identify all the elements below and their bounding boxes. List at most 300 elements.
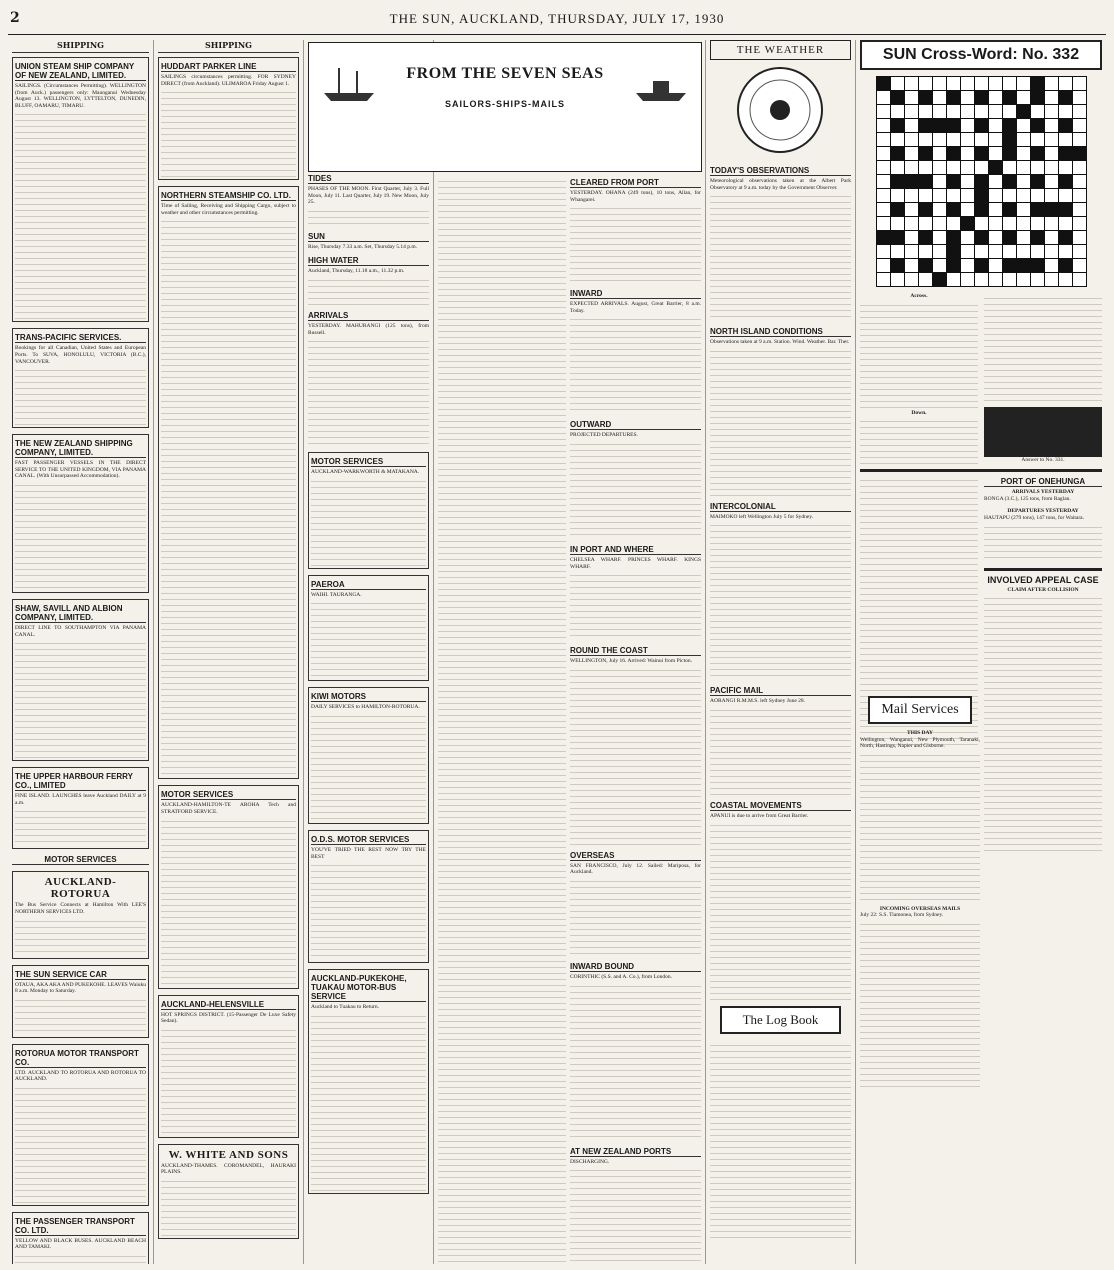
ad-heading: AUCKLAND-HELENSVILLE bbox=[161, 1000, 296, 1010]
news-text: WELLINGTON, July 16. Arrived: Wainui from Picton. bbox=[570, 658, 693, 665]
ad-text: The Bus Service Connects at Hamilton With LEE'S NORTHERN SERVICES LTD. bbox=[15, 902, 146, 915]
text-filler bbox=[570, 203, 701, 283]
crossword-cell bbox=[1059, 259, 1072, 272]
ad-heading: AUCKLAND-PUKEKOHE, TUAKAU MOTOR-BUS SERVICE bbox=[311, 974, 426, 1002]
crossword-cell bbox=[947, 105, 960, 118]
ad-block bbox=[308, 969, 429, 1194]
crossword-grid bbox=[876, 76, 1087, 287]
ad-block bbox=[12, 328, 149, 428]
crossword-cell bbox=[1003, 147, 1016, 160]
crossword-cell bbox=[989, 203, 1002, 216]
news-block bbox=[308, 174, 429, 226]
crossword-cell bbox=[891, 231, 904, 244]
text-filler bbox=[860, 416, 978, 466]
news-text: PROJECTED DEPARTURES. bbox=[570, 432, 638, 439]
ad-heading: THE SUN SERVICE CAR bbox=[15, 970, 146, 980]
crossword-cell bbox=[1017, 273, 1030, 286]
ad-text: AUCKLAND-THAMES. COROMANDEL, HAURAKI PLAINS. bbox=[161, 1162, 296, 1176]
crossword-cell bbox=[919, 133, 932, 146]
crossword-cell bbox=[1031, 259, 1044, 272]
masthead bbox=[8, 6, 1106, 35]
crossword-cell bbox=[989, 133, 1002, 146]
ad-heading: PAEROA bbox=[311, 580, 426, 590]
news-block bbox=[984, 508, 1102, 561]
column-ports bbox=[304, 40, 434, 1264]
crossword-clues bbox=[860, 293, 1102, 466]
across-heading: Across. bbox=[910, 293, 928, 299]
crossword-cell bbox=[1073, 231, 1086, 244]
text-filler bbox=[570, 314, 701, 414]
ad-block bbox=[12, 1212, 149, 1264]
crossword-cell bbox=[1073, 161, 1086, 174]
ad-block bbox=[12, 767, 149, 849]
news-text: YESTERDAY. MAHURANGI (125 tons), from Russell. bbox=[308, 322, 429, 336]
news-text: HAUTAPU (279 tons), 147 tons, for Waitara. bbox=[984, 514, 1084, 521]
crossword-cell bbox=[891, 119, 904, 132]
news-heading: INCOMING OVERSEAS MAILS bbox=[879, 905, 961, 912]
text-filler bbox=[984, 293, 1102, 403]
crossword-cell bbox=[1003, 203, 1016, 216]
port-news-left bbox=[438, 176, 566, 1264]
ship-illustration-left bbox=[319, 63, 379, 103]
ad-heading: TRANS-PACIFIC SERVICES. bbox=[15, 333, 146, 343]
crossword-cell bbox=[975, 175, 988, 188]
crossword-cell bbox=[961, 231, 974, 244]
news-block bbox=[710, 327, 851, 496]
crossword-cell bbox=[1003, 217, 1016, 230]
text-filler bbox=[710, 520, 851, 680]
crossword-cell bbox=[1003, 119, 1016, 132]
crossword-cell bbox=[989, 161, 1002, 174]
ad-block bbox=[308, 687, 429, 824]
crossword-cell bbox=[933, 189, 946, 202]
column-weather bbox=[706, 40, 856, 1264]
crossword-cell bbox=[877, 217, 890, 230]
news-block bbox=[308, 232, 429, 251]
news-block bbox=[710, 801, 851, 1000]
text-filler bbox=[570, 981, 701, 1141]
text-filler bbox=[710, 705, 851, 795]
column-shipping-1 bbox=[8, 40, 154, 1264]
text-filler bbox=[984, 522, 1102, 562]
ad-block bbox=[158, 785, 299, 988]
news-text: SAN FRANCISCO, July 12. Sailed: Mariposa, for Auckland. bbox=[570, 862, 701, 876]
news-block bbox=[710, 502, 851, 681]
across-clues bbox=[860, 293, 978, 466]
crossword-cell bbox=[877, 203, 890, 216]
crossword-cell bbox=[905, 91, 918, 104]
crossword-cell bbox=[905, 175, 918, 188]
crossword-cell bbox=[1017, 161, 1030, 174]
ad-heading: UNION STEAM SHIP COMPANY OF NEW ZEALAND, LIMITED. bbox=[15, 62, 146, 81]
ad-text: Auckland to Tuakau to Return. bbox=[311, 1004, 379, 1011]
crossword-cell bbox=[905, 203, 918, 216]
news-heading: IN PORT AND WHERE bbox=[570, 545, 701, 555]
crossword-cell bbox=[1003, 161, 1016, 174]
crossword-cell bbox=[1045, 133, 1058, 146]
crossword-cell bbox=[1017, 147, 1030, 160]
news-text: EXPECTED ARRIVALS. August, Great Barrier, 8 a.m. Today. bbox=[570, 301, 701, 314]
ad-text: YOU'VE TRIED THE REST NOW TRY THE BEST bbox=[311, 846, 426, 860]
news-text: Auckland, Thursday, 11.18 a.m., 11.32 p.m. bbox=[308, 268, 405, 275]
crossword-cell bbox=[947, 133, 960, 146]
crossword-cell bbox=[1003, 77, 1016, 90]
crossword-cell bbox=[961, 245, 974, 258]
crossword-cell bbox=[933, 203, 946, 216]
ad-text: Bookings for all Canadian, United States and European Ports. To SUVA, HONOLULU, VICTORIA (B.C.), VANCOUVER. bbox=[15, 345, 146, 365]
ad-heading: MOTOR SERVICES bbox=[311, 457, 426, 467]
crossword-cell bbox=[961, 217, 974, 230]
crossword-cell bbox=[905, 273, 918, 286]
crossword-cell bbox=[1017, 91, 1030, 104]
text-filler bbox=[311, 711, 426, 821]
crossword-cell bbox=[1017, 231, 1030, 244]
crossword-cell bbox=[961, 259, 974, 272]
crossword-cell bbox=[1017, 189, 1030, 202]
log-book-heading: The Log Book bbox=[720, 1006, 841, 1034]
seven-seas-banner bbox=[308, 42, 702, 172]
ad-block bbox=[12, 434, 149, 593]
text-filler bbox=[308, 336, 429, 446]
crossword-cell bbox=[989, 273, 1002, 286]
ad-block bbox=[158, 186, 299, 779]
column-shipping-2 bbox=[154, 40, 304, 1264]
crossword-cell bbox=[905, 77, 918, 90]
ad-text: FAST PASSENGER VESSELS IN THE DIRECT SERVICE TO THE UNITED KINGDOM, VIA PANAMA CANAL. (With Unsurpassed Accommodation). bbox=[15, 460, 146, 480]
crossword-cell bbox=[905, 245, 918, 258]
crossword-title: SUN Cross-Word: No. 332 bbox=[860, 40, 1102, 70]
newspaper-title: THE SUN, AUCKLAND, THURSDAY, JULY 17, 1930 bbox=[389, 11, 725, 26]
crossword-cell bbox=[1045, 119, 1058, 132]
text-filler bbox=[710, 191, 851, 321]
crossword-cell bbox=[891, 147, 904, 160]
text-filler bbox=[570, 876, 701, 956]
ad-text: Time of Sailing, Receiving and Shipping Cargo, subject to weather and other circumstances permitting. bbox=[161, 203, 296, 216]
crossword-cell bbox=[1003, 175, 1016, 188]
crossword-cell bbox=[891, 217, 904, 230]
crossword-cell bbox=[1017, 259, 1030, 272]
column-head: SHIPPING bbox=[158, 40, 299, 53]
crossword-cell bbox=[877, 189, 890, 202]
crossword-cell bbox=[919, 259, 932, 272]
crossword-cell bbox=[1045, 245, 1058, 258]
text-filler bbox=[161, 216, 296, 776]
crossword-cell bbox=[947, 161, 960, 174]
crossword-cell bbox=[961, 273, 974, 286]
crossword-cell bbox=[891, 91, 904, 104]
banner-title: FROM THE SEVEN SEAS bbox=[406, 65, 604, 82]
mail-services-section bbox=[860, 690, 980, 1095]
text-filler bbox=[15, 916, 146, 956]
crossword-cell bbox=[1073, 189, 1086, 202]
news-heading: CLEARED FROM PORT bbox=[570, 178, 701, 188]
ad-heading: SHAW, SAVILL AND ALBION COMPANY, LIMITED. bbox=[15, 604, 146, 623]
news-heading: TODAY'S OBSERVATIONS bbox=[710, 166, 851, 176]
news-block bbox=[860, 906, 980, 1089]
answer-note: Answer to No. 331. bbox=[1021, 457, 1065, 463]
crossword-cell bbox=[947, 91, 960, 104]
ad-text: YELLOW AND BLACK BUSES. AUCKLAND BEACH AND TAMAKI. bbox=[15, 1237, 146, 1251]
ad-heading: O.D.S. MOTOR SERVICES bbox=[311, 835, 426, 845]
crossword-cell bbox=[1045, 259, 1058, 272]
crossword-cell bbox=[947, 259, 960, 272]
ad-block bbox=[308, 575, 429, 682]
text-filler bbox=[308, 206, 429, 226]
crossword-cell bbox=[1031, 189, 1044, 202]
crossword-cell bbox=[1059, 175, 1072, 188]
crossword-cell bbox=[947, 217, 960, 230]
news-heading: OUTWARD bbox=[570, 420, 701, 430]
news-heading: SUN bbox=[308, 232, 429, 242]
page-number: 2 bbox=[10, 10, 20, 26]
crossword-cell bbox=[919, 175, 932, 188]
text-filler bbox=[15, 109, 146, 319]
text-filler bbox=[15, 365, 146, 425]
crossword-cell bbox=[1059, 245, 1072, 258]
crossword-cell bbox=[989, 245, 1002, 258]
crossword-cell bbox=[1045, 189, 1058, 202]
text-filler bbox=[308, 275, 429, 305]
ad-block bbox=[308, 830, 429, 963]
crossword-cell bbox=[891, 189, 904, 202]
news-block bbox=[570, 178, 701, 283]
crossword-cell bbox=[1045, 217, 1058, 230]
ad-text: DAILY SERVICES to HAMILTON-ROTORUA. bbox=[311, 704, 420, 711]
crossword-cell bbox=[989, 259, 1002, 272]
crossword-cell bbox=[1059, 91, 1072, 104]
news-heading: OVERSEAS bbox=[570, 851, 701, 861]
crossword-cell bbox=[905, 119, 918, 132]
crossword-cell bbox=[1059, 231, 1072, 244]
text-filler bbox=[311, 860, 426, 960]
text-filler bbox=[570, 665, 701, 845]
ad-heading: NORTHERN STEAMSHIP CO. LTD. bbox=[161, 191, 296, 201]
crossword-cell bbox=[1059, 147, 1072, 160]
crossword-cell bbox=[933, 77, 946, 90]
ad-heading: MOTOR SERVICES bbox=[161, 790, 296, 800]
text-filler bbox=[161, 816, 296, 986]
crossword-cell bbox=[1031, 231, 1044, 244]
crossword-cell bbox=[947, 231, 960, 244]
text-filler bbox=[15, 995, 146, 1035]
previous-answer-grid bbox=[984, 407, 1102, 457]
crossword-cell bbox=[919, 189, 932, 202]
crossword-cell bbox=[1073, 91, 1086, 104]
crossword-cell bbox=[877, 77, 890, 90]
crossword-cell bbox=[1045, 105, 1058, 118]
crossword-cell bbox=[905, 231, 918, 244]
ad-heading: KIWI MOTORS bbox=[311, 692, 426, 702]
crossword-cell bbox=[975, 217, 988, 230]
text-filler bbox=[570, 570, 701, 640]
down-heading: Down. bbox=[911, 409, 927, 416]
crossword-cell bbox=[919, 245, 932, 258]
ad-block bbox=[12, 599, 149, 761]
ad-block bbox=[12, 871, 149, 958]
crossword-cell bbox=[975, 259, 988, 272]
appeal-heading: INVOLVED APPEAL CASE bbox=[987, 574, 1099, 585]
crossword-cell bbox=[933, 273, 946, 286]
crossword-cell bbox=[1031, 147, 1044, 160]
text-filler bbox=[15, 638, 146, 758]
crossword-cell bbox=[989, 231, 1002, 244]
crossword-cell bbox=[1031, 217, 1044, 230]
crossword-cell bbox=[1073, 259, 1086, 272]
port-onehunga-heading: PORT OF ONEHUNGA bbox=[984, 477, 1102, 487]
crossword-cell bbox=[905, 259, 918, 272]
crossword-cell bbox=[989, 105, 1002, 118]
crossword-cell bbox=[989, 217, 1002, 230]
crossword-cell bbox=[1031, 133, 1044, 146]
crossword-cell bbox=[1073, 273, 1086, 286]
crossword-cell bbox=[933, 105, 946, 118]
crossword-cell bbox=[1073, 77, 1086, 90]
crossword-cell bbox=[975, 105, 988, 118]
crossword-cell bbox=[975, 203, 988, 216]
crossword-cell bbox=[877, 119, 890, 132]
crossword-cell bbox=[933, 175, 946, 188]
crossword-cell bbox=[1045, 147, 1058, 160]
news-block bbox=[308, 311, 429, 446]
mail-services-heading: Mail Services bbox=[868, 696, 972, 724]
news-block bbox=[570, 289, 701, 414]
crossword-cell bbox=[947, 245, 960, 258]
crossword-cell bbox=[1031, 273, 1044, 286]
news-heading: HIGH WATER bbox=[308, 256, 429, 266]
right-lower bbox=[984, 475, 1102, 895]
news-text: APANUI is due to arrive from Great Barrier. bbox=[710, 812, 809, 819]
crossword-cell bbox=[989, 189, 1002, 202]
ad-text: SAILINGS circumstances permitting. FOR SYDNEY DIRECT (from Auckland). ULIMAROA Friday August 1. bbox=[161, 74, 296, 87]
news-block bbox=[984, 489, 1102, 502]
crossword-cell bbox=[1045, 231, 1058, 244]
crossword-cell bbox=[919, 231, 932, 244]
text-filler bbox=[710, 346, 851, 496]
banner-subtitle: SAILORS-SHIPS-MAILS bbox=[444, 99, 565, 109]
columns bbox=[8, 40, 1106, 1264]
crossword-cell bbox=[1073, 105, 1086, 118]
crossword-cell bbox=[1073, 133, 1086, 146]
news-block bbox=[570, 420, 701, 539]
crossword-cell bbox=[1059, 217, 1072, 230]
crossword-cell bbox=[1059, 189, 1072, 202]
section-title: MOTOR SERVICES bbox=[12, 855, 149, 865]
crossword-cell bbox=[1059, 105, 1072, 118]
crossword-cell bbox=[961, 119, 974, 132]
news-heading: TIDES bbox=[308, 174, 429, 184]
appeal-subheading: CLAIM AFTER COLLISION bbox=[1007, 586, 1079, 593]
crossword-cell bbox=[1059, 273, 1072, 286]
crossword-cell bbox=[947, 77, 960, 90]
news-block bbox=[570, 545, 701, 640]
news-heading: DEPARTURES YESTERDAY bbox=[1007, 508, 1079, 515]
ad-text: AUCKLAND-HAMILTON-TE AROHA Tech and STRATFORD SERVICE. bbox=[161, 802, 296, 815]
crossword-cell bbox=[905, 161, 918, 174]
news-block bbox=[308, 256, 429, 305]
crossword-cell bbox=[961, 203, 974, 216]
ad-block bbox=[12, 57, 149, 322]
crossword-cell bbox=[933, 245, 946, 258]
crossword-cell bbox=[1059, 161, 1072, 174]
text-filler bbox=[161, 1176, 296, 1236]
crossword-cell bbox=[891, 133, 904, 146]
crossword-cell bbox=[1073, 203, 1086, 216]
crossword-cell bbox=[1045, 91, 1058, 104]
ad-text: LTD. AUCKLAND TO ROTORUA AND ROTORUA TO AUCKLAND. bbox=[15, 1069, 146, 1083]
news-heading: PACIFIC MAIL bbox=[710, 686, 851, 696]
crossword-cell bbox=[933, 231, 946, 244]
crossword-cell bbox=[1073, 245, 1086, 258]
text-filler bbox=[15, 1251, 146, 1264]
crossword-cell bbox=[1017, 175, 1030, 188]
ad-heading: THE PASSENGER TRANSPORT CO. LTD. bbox=[15, 1217, 146, 1236]
ad-text: FINE ISLAND. LAUNCHES leave Auckland DAILY at 9 a.m. bbox=[15, 793, 146, 806]
news-text: YESTERDAY. OHANA (249 tons), 10 tons, Allan, for Whangarei. bbox=[570, 190, 701, 203]
crossword-cell bbox=[877, 147, 890, 160]
news-text: PHASES OF THE MOON. First Quarter, July 3. Full Moon, July 11. Last Quarter, July 19. New Moon, July 25. bbox=[308, 186, 429, 206]
crossword-cell bbox=[919, 119, 932, 132]
crossword-cell bbox=[877, 105, 890, 118]
crossword-cell bbox=[877, 91, 890, 104]
text-filler bbox=[570, 439, 701, 539]
crossword-cell bbox=[919, 105, 932, 118]
crossword-cell bbox=[933, 217, 946, 230]
crossword-cell bbox=[933, 147, 946, 160]
crossword-cell bbox=[989, 91, 1002, 104]
crossword-cell bbox=[1031, 175, 1044, 188]
crossword-cell bbox=[1059, 119, 1072, 132]
crossword-cell bbox=[1045, 161, 1058, 174]
news-heading: INTERCOLONIAL bbox=[710, 502, 851, 512]
crossword-cell bbox=[1073, 119, 1086, 132]
crossword-cell bbox=[919, 273, 932, 286]
crossword-cell bbox=[1031, 77, 1044, 90]
ad-block bbox=[308, 452, 429, 569]
crossword-cell bbox=[947, 147, 960, 160]
crossword-cell bbox=[933, 119, 946, 132]
crossword-cell bbox=[975, 147, 988, 160]
text-filler bbox=[710, 820, 851, 1000]
crossword-cell bbox=[877, 175, 890, 188]
crossword-cell bbox=[1031, 105, 1044, 118]
news-block bbox=[710, 166, 851, 321]
news-text: CHELSEA WHARF. PRINCES WHARF. KINGS WHARF. bbox=[570, 556, 701, 570]
crossword-cell bbox=[933, 259, 946, 272]
text-filler bbox=[438, 176, 566, 1264]
crossword-cell bbox=[989, 175, 1002, 188]
news-block bbox=[570, 962, 701, 1141]
crossword-cell bbox=[905, 147, 918, 160]
crossword-cell bbox=[891, 259, 904, 272]
news-block bbox=[860, 730, 980, 900]
news-text: AORANGI R.M.M.S. left Sydney June 28. bbox=[710, 698, 806, 705]
crossword-cell bbox=[1031, 91, 1044, 104]
ad-text: OTAUA, AKA AKA AND PUKEKOHE. LEAVES Waiuku 8 a.m. Monday to Saturday. bbox=[15, 981, 146, 995]
crossword-cell bbox=[877, 161, 890, 174]
ad-heading: AUCKLAND-ROTORUA bbox=[44, 876, 117, 901]
text-filler bbox=[15, 1083, 146, 1203]
crossword-cell bbox=[1017, 203, 1030, 216]
crossword-cell bbox=[1031, 245, 1044, 258]
crossword-cell bbox=[947, 175, 960, 188]
crossword-cell bbox=[961, 105, 974, 118]
crossword-cell bbox=[975, 119, 988, 132]
crossword-cell bbox=[877, 133, 890, 146]
crossword-cell bbox=[891, 105, 904, 118]
section-heading bbox=[12, 855, 149, 865]
crossword-cell bbox=[947, 119, 960, 132]
crossword-cell bbox=[1073, 147, 1086, 160]
